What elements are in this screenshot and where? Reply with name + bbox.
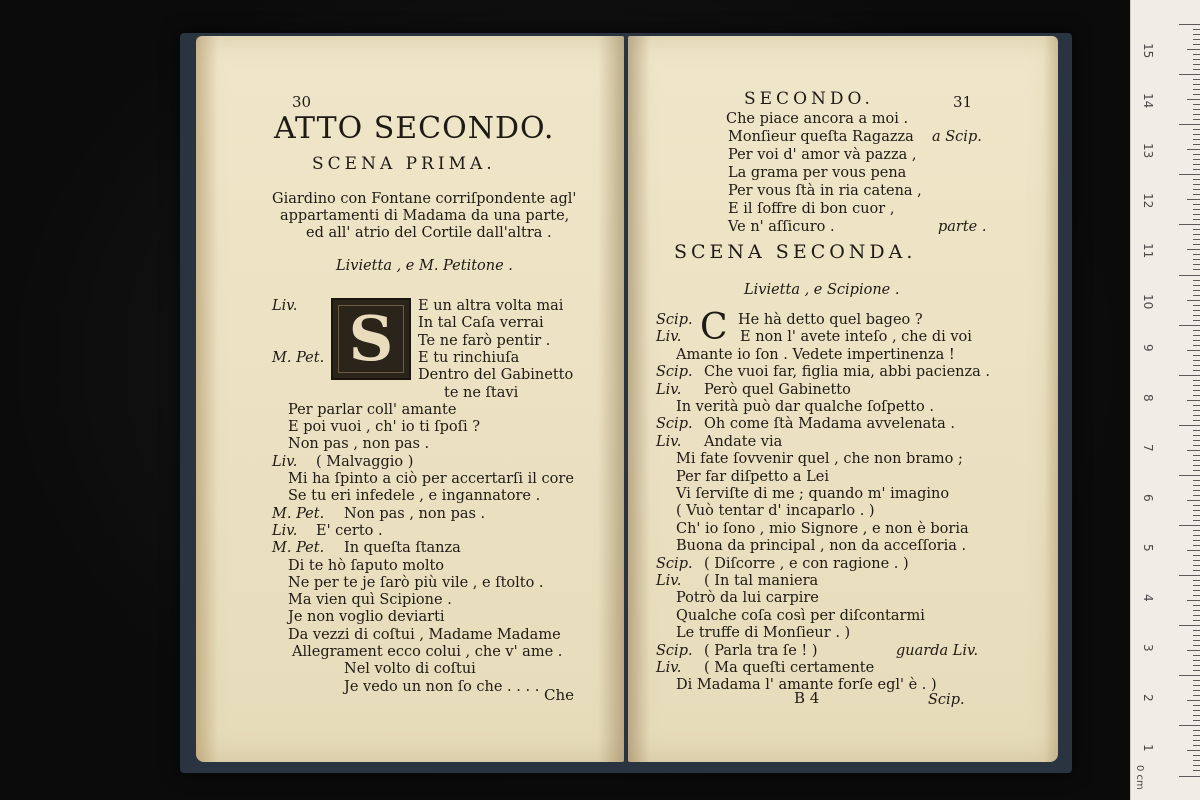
- ruler-tick: [1193, 560, 1200, 561]
- ruler-tick: [1193, 209, 1200, 210]
- ruler-tick: [1179, 375, 1200, 376]
- verse-line: Per voi d' amor và pazza ,: [728, 147, 917, 163]
- ruler-tick: [1193, 370, 1200, 371]
- ruler-tick: [1193, 555, 1200, 556]
- ruler-tick: [1193, 620, 1200, 621]
- ruler-tick: [1179, 325, 1200, 326]
- verse-line: Te ne farò pentir .: [418, 332, 551, 349]
- drop-cap-c: C: [700, 307, 728, 348]
- ruler-tick: [1179, 174, 1200, 175]
- ruler-tick: [1193, 69, 1200, 70]
- ruler-tick: [1193, 770, 1200, 771]
- ruler-tick: [1193, 695, 1200, 696]
- verse-line: Per far diſpetto a Lei: [676, 468, 830, 485]
- ruler-tick: [1193, 234, 1200, 235]
- speaker-label: Scip.: [656, 364, 693, 381]
- verse-line: Non pas , non pas .: [288, 436, 430, 453]
- ruler-tick: [1193, 390, 1200, 391]
- ruler-tick: [1193, 335, 1200, 336]
- verse-line: Da vezzi di coſtui , Madame Madame: [288, 626, 561, 643]
- speaker-label: Liv.: [656, 381, 682, 398]
- verse-line: Je non voglio deviarti: [288, 609, 445, 626]
- ruler-tick: [1193, 269, 1200, 270]
- ruler-tick: [1193, 735, 1200, 736]
- ruler-number: 8: [1141, 393, 1155, 402]
- ruler-tick: [1187, 750, 1200, 751]
- ruler-tick: [1193, 455, 1200, 456]
- ruler-tick: [1193, 665, 1200, 666]
- speaker-label: Liv.: [272, 453, 298, 470]
- ruler-tick: [1193, 440, 1200, 441]
- signature-mark: B 4: [794, 689, 820, 707]
- stage-direction: a Scip.: [932, 129, 982, 145]
- left-catchword: Che: [544, 686, 575, 704]
- ruler-tick: [1193, 690, 1200, 691]
- verse-line: He hà detto quel bageo ?: [738, 312, 923, 328]
- ruler-tick: [1193, 310, 1200, 311]
- ruler-tick: [1193, 104, 1200, 105]
- ruler-tick: [1193, 239, 1200, 240]
- verse-line: Le truffe di Monſieur . ): [676, 625, 851, 642]
- ruler-tick: [1193, 154, 1200, 155]
- ruler-number: 1: [1141, 744, 1155, 753]
- speaker-label: M. Pet.: [272, 505, 325, 522]
- ruler-tick: [1193, 595, 1200, 596]
- stage-direction: parte .: [938, 219, 987, 235]
- scene-title-prima: SCENA PRIMA.: [312, 154, 496, 174]
- ruler-tick: [1193, 670, 1200, 671]
- ruler-tick: [1193, 285, 1200, 286]
- verse-line: Non pas , non pas .: [344, 505, 486, 522]
- ruler-tick: [1193, 635, 1200, 636]
- speaker-label: M. Pet.: [272, 540, 325, 557]
- ruler-tick: [1193, 410, 1200, 411]
- setting-line: Giardino con Fontane corriſpondente agl': [272, 191, 577, 207]
- verse-line: ( Parla tra ſe ! ): [704, 642, 818, 659]
- ruler-number: 9: [1141, 343, 1155, 352]
- ruler-number: 12: [1141, 193, 1155, 209]
- speaker-label: Scip.: [656, 312, 693, 328]
- ruler-tick: [1193, 139, 1200, 140]
- ruler-tick: [1187, 149, 1200, 150]
- right-page-number: 31: [953, 93, 973, 111]
- ruler-tick: [1179, 124, 1200, 125]
- ruler-tick: [1193, 254, 1200, 255]
- verse-line: Vi ſerviſte di me ; quando m' imagino: [676, 486, 950, 502]
- setting-line: ed all' atrio del Cortile dall'altra .: [306, 225, 552, 241]
- ruler-tick: [1193, 29, 1200, 30]
- ruler-tick: [1193, 710, 1200, 711]
- ruler-tick: [1193, 540, 1200, 541]
- ruler-tick: [1193, 740, 1200, 741]
- verse-line: Je vedo un non ſo che . . . .: [344, 678, 540, 695]
- ruler-tick: [1193, 264, 1200, 265]
- ruler-tick: [1193, 109, 1200, 110]
- verse-line: ( Vuò tentar d' incaparlo . ): [676, 503, 875, 520]
- stage-direction: guarda Liv.: [896, 642, 979, 659]
- verse-line: E' certo .: [316, 522, 383, 539]
- ruler-tick: [1179, 275, 1200, 276]
- ruler-tick: [1193, 460, 1200, 461]
- verse-line: Monſieur queſta Ragazza: [728, 129, 914, 145]
- verse-line: ( In tal maniera: [704, 573, 819, 589]
- verse-line: Nel volto di coſtui: [344, 661, 476, 678]
- ruler-number: 14: [1141, 93, 1155, 109]
- ruler-tick: [1193, 64, 1200, 65]
- ruler-number: 11: [1141, 243, 1155, 259]
- verse-line: La grama per vous pena: [728, 165, 907, 181]
- characters-line: Livietta , e Scipione .: [744, 282, 900, 298]
- running-head: SECONDO.: [744, 89, 874, 109]
- ruler-tick: [1179, 425, 1200, 426]
- ruler-tick: [1193, 510, 1200, 511]
- ruler-number: 15: [1141, 43, 1155, 59]
- ruler-tick: [1193, 685, 1200, 686]
- ruler-tick: [1187, 500, 1200, 501]
- ruler-tick: [1193, 755, 1200, 756]
- ruler-tick: [1187, 350, 1200, 351]
- verse-line: Che vuoi far, figlia mia, abbi pacienza .: [704, 364, 990, 381]
- ruler-tick: [1193, 565, 1200, 566]
- ruler-tick: [1179, 675, 1200, 676]
- ruler-tick: [1193, 515, 1200, 516]
- verse-line: Di Madama l' amante forſe egl' è . ): [676, 677, 937, 694]
- act-title: ATTO SECONDO.: [274, 111, 555, 146]
- ruler-tick: [1193, 114, 1200, 115]
- speaker-label: M. Pet.: [272, 349, 325, 366]
- verse-line: Oh come ſtà Madama avvelenata .: [704, 416, 955, 433]
- scene-title-seconda: SCENA SECONDA.: [674, 241, 917, 263]
- ruler-tick: [1193, 610, 1200, 611]
- ruler-unit-label: 0 cm: [1134, 765, 1145, 790]
- ruler-tick: [1193, 184, 1200, 185]
- ruler-number: 4: [1141, 594, 1155, 602]
- verse-line: Se tu eri infedele , e ingannatore .: [288, 488, 541, 505]
- ruler-tick: [1193, 340, 1200, 341]
- ruler-tick: [1193, 315, 1200, 316]
- ruler-tick: [1193, 415, 1200, 416]
- verse-line: Però quel Gabinetto: [704, 381, 851, 398]
- verse-line: E poi vuoi , ch' io ti ſpoſi ?: [288, 419, 481, 436]
- ruler-tick: [1193, 380, 1200, 381]
- ruler-tick: [1187, 300, 1200, 301]
- ruler-tick: [1193, 445, 1200, 446]
- measuring-ruler: [1130, 0, 1200, 800]
- ruler-tick: [1193, 420, 1200, 421]
- ruler-tick: [1193, 720, 1200, 721]
- verse-line: Ve n' aſſicuro .: [728, 219, 835, 235]
- ruler-tick: [1193, 660, 1200, 661]
- ruler-tick: [1187, 400, 1200, 401]
- ruler-tick: [1193, 640, 1200, 641]
- ruler-tick: [1193, 169, 1200, 170]
- ruler-tick: [1193, 630, 1200, 631]
- ruler-tick: [1193, 360, 1200, 361]
- left-page: [196, 36, 624, 762]
- ruler-tick: [1193, 159, 1200, 160]
- ruler-tick: [1193, 495, 1200, 496]
- ruler-tick: [1193, 395, 1200, 396]
- characters-line: Livietta , e M. Petitone .: [336, 258, 513, 274]
- ruler-number: 7: [1141, 443, 1155, 452]
- ruler-tick: [1179, 625, 1200, 626]
- verse-line: E non l' avete inteſo , che di voi: [740, 329, 972, 346]
- ruler-tick: [1193, 79, 1200, 80]
- ruler-tick: [1179, 776, 1200, 777]
- ruler-number: 3: [1141, 644, 1155, 652]
- ruler-tick: [1187, 600, 1200, 601]
- verse-line: te ne ſtavi: [444, 384, 519, 401]
- verse-line: Per parlar coll' amante: [288, 401, 457, 418]
- verse-line: E tu rinchiuſa: [418, 349, 520, 366]
- speaker-label: Scip.: [656, 555, 693, 572]
- ruler-tick: [1193, 645, 1200, 646]
- ruler-tick: [1193, 280, 1200, 281]
- verse-line: Ch' io ſono , mio Signore , e non è boria: [676, 520, 969, 537]
- verse-line: Amante io ſon . Vedete impertinenza !: [676, 346, 955, 363]
- verse-line: ( Diſcorre , e con ragione . ): [704, 555, 909, 572]
- ruler-tick: [1193, 214, 1200, 215]
- verse-line: Ne per te je ſarò più vile , e ſtolto .: [288, 574, 544, 591]
- ruler-tick: [1187, 249, 1200, 250]
- ruler-tick: [1193, 94, 1200, 95]
- ruler-number: 5: [1141, 544, 1155, 552]
- ruler-tick: [1193, 655, 1200, 656]
- ruler-tick: [1193, 204, 1200, 205]
- ruler-tick: [1193, 765, 1200, 766]
- speaker-label: Liv.: [656, 433, 682, 450]
- verse-line: Buona da principal , non da acceſſoria .: [676, 538, 967, 555]
- ruler-tick: [1193, 134, 1200, 135]
- ruler-tick: [1193, 715, 1200, 716]
- ruler-tick: [1193, 345, 1200, 346]
- ruler-tick: [1193, 129, 1200, 130]
- ruler-tick: [1193, 84, 1200, 85]
- ruler-tick: [1193, 89, 1200, 90]
- left-page-number: 30: [292, 93, 312, 111]
- ruler-tick: [1193, 585, 1200, 586]
- ruler-tick: [1193, 39, 1200, 40]
- ruler-tick: [1193, 545, 1200, 546]
- ruler-tick: [1193, 505, 1200, 506]
- verse-line: ( Ma queſti certamente: [704, 660, 875, 676]
- ruler-number: 6: [1141, 493, 1155, 502]
- ruler-tick: [1193, 34, 1200, 35]
- ruler-tick: [1193, 385, 1200, 386]
- ruler-tick: [1193, 745, 1200, 746]
- ruler-tick: [1193, 680, 1200, 681]
- ruler-tick: [1193, 355, 1200, 356]
- ruler-tick: [1193, 320, 1200, 321]
- ruler-tick: [1193, 259, 1200, 260]
- ruler-tick: [1179, 575, 1200, 576]
- speaker-label: Liv.: [656, 329, 682, 346]
- ruler-tick: [1187, 49, 1200, 50]
- ruler-tick: [1193, 570, 1200, 571]
- ruler-tick: [1193, 490, 1200, 491]
- ruler-tick: [1187, 450, 1200, 451]
- verse-line: Andate via: [704, 433, 783, 450]
- verse-line: Mi fate ſovvenir quel , che non bramo ;: [676, 451, 963, 468]
- initial-letter: S: [348, 302, 394, 375]
- ruler-tick: [1193, 365, 1200, 366]
- ruler-tick: [1193, 219, 1200, 220]
- speaker-label: Liv.: [272, 298, 298, 314]
- ruler-tick: [1187, 550, 1200, 551]
- ruler-tick: [1179, 475, 1200, 476]
- speaker-label: Liv.: [656, 573, 682, 589]
- ruler-tick: [1193, 435, 1200, 436]
- ruler-tick: [1193, 295, 1200, 296]
- ruler-tick: [1187, 99, 1200, 100]
- verse-line: In queſta ſtanza: [344, 540, 461, 557]
- verse-line: Potrò da lui carpire: [676, 590, 819, 607]
- ruler-tick: [1193, 189, 1200, 190]
- ruler-tick: [1193, 730, 1200, 731]
- ruler-tick: [1193, 59, 1200, 60]
- ruler-tick: [1193, 119, 1200, 120]
- ruler-tick: [1193, 605, 1200, 606]
- ruler-tick: [1193, 229, 1200, 230]
- ruler-number: 2: [1141, 694, 1155, 702]
- ruler-tick: [1193, 305, 1200, 306]
- ruler-tick: [1193, 179, 1200, 180]
- ruler-tick: [1193, 144, 1200, 145]
- ruler-tick: [1193, 480, 1200, 481]
- ruler-tick: [1193, 615, 1200, 616]
- decorated-initial-s: [331, 298, 411, 380]
- speaker-label: Scip.: [656, 642, 693, 659]
- verse-line: E un altra volta mai: [418, 298, 564, 314]
- verse-line: Qualche coſa così per diſcontarmi: [676, 607, 925, 624]
- verse-line: Mi ha ſpinto a ciò per accertarſi il core: [288, 471, 574, 487]
- verse-line: Per vous ſtà in ria catena ,: [728, 183, 922, 199]
- verse-line: In tal Caſa verrai: [418, 315, 544, 332]
- speaker-label: Scip.: [656, 416, 693, 433]
- ruler-tick: [1187, 199, 1200, 200]
- ruler-tick: [1193, 54, 1200, 55]
- right-catchword: Scip.: [928, 692, 965, 708]
- verse-line: Che piace ancora a moi .: [726, 111, 909, 127]
- ruler-tick: [1179, 725, 1200, 726]
- ruler-tick: [1193, 520, 1200, 521]
- ruler-tick: [1193, 530, 1200, 531]
- ruler-tick: [1193, 194, 1200, 195]
- ruler-tick: [1193, 535, 1200, 536]
- verse-line: E il ſoffre di bon cuor ,: [728, 201, 895, 217]
- ruler-tick: [1193, 244, 1200, 245]
- ruler-tick: [1193, 330, 1200, 331]
- ruler-number: 10: [1141, 293, 1155, 309]
- right-page: [628, 36, 1058, 762]
- ruler-tick: [1193, 44, 1200, 45]
- ruler-tick: [1179, 525, 1200, 526]
- ruler-tick: [1193, 760, 1200, 761]
- speaker-label: Liv.: [272, 522, 298, 539]
- ruler-tick: [1193, 405, 1200, 406]
- verse-line: Allegrament ecco colui , che v' ame .: [292, 644, 563, 660]
- ruler-tick: [1193, 164, 1200, 165]
- ruler-tick: [1193, 590, 1200, 591]
- verse-line: Di te hò ſaputo molto: [288, 557, 445, 574]
- ruler-tick: [1193, 470, 1200, 471]
- ruler-tick: [1193, 430, 1200, 431]
- setting-line: appartamenti di Madama da una parte,: [280, 208, 570, 224]
- ruler-tick: [1193, 290, 1200, 291]
- ruler-tick: [1187, 650, 1200, 651]
- verse-line: Dentro del Gabinetto: [418, 367, 574, 384]
- ruler-tick: [1193, 465, 1200, 466]
- ruler-tick: [1179, 74, 1200, 75]
- speaker-label: Liv.: [656, 660, 682, 676]
- ruler-tick: [1179, 24, 1200, 25]
- ruler-tick: [1193, 485, 1200, 486]
- ruler-tick: [1193, 705, 1200, 706]
- verse-line: ( Malvaggio ): [316, 453, 414, 470]
- verse-line: Ma vien quì Scipione .: [288, 592, 452, 609]
- ruler-number: 13: [1141, 143, 1155, 159]
- ruler-tick: [1193, 580, 1200, 581]
- ruler-tick: [1187, 700, 1200, 701]
- verse-line: In verità può dar qualche ſoſpetto .: [676, 399, 935, 415]
- ruler-tick: [1179, 224, 1200, 225]
